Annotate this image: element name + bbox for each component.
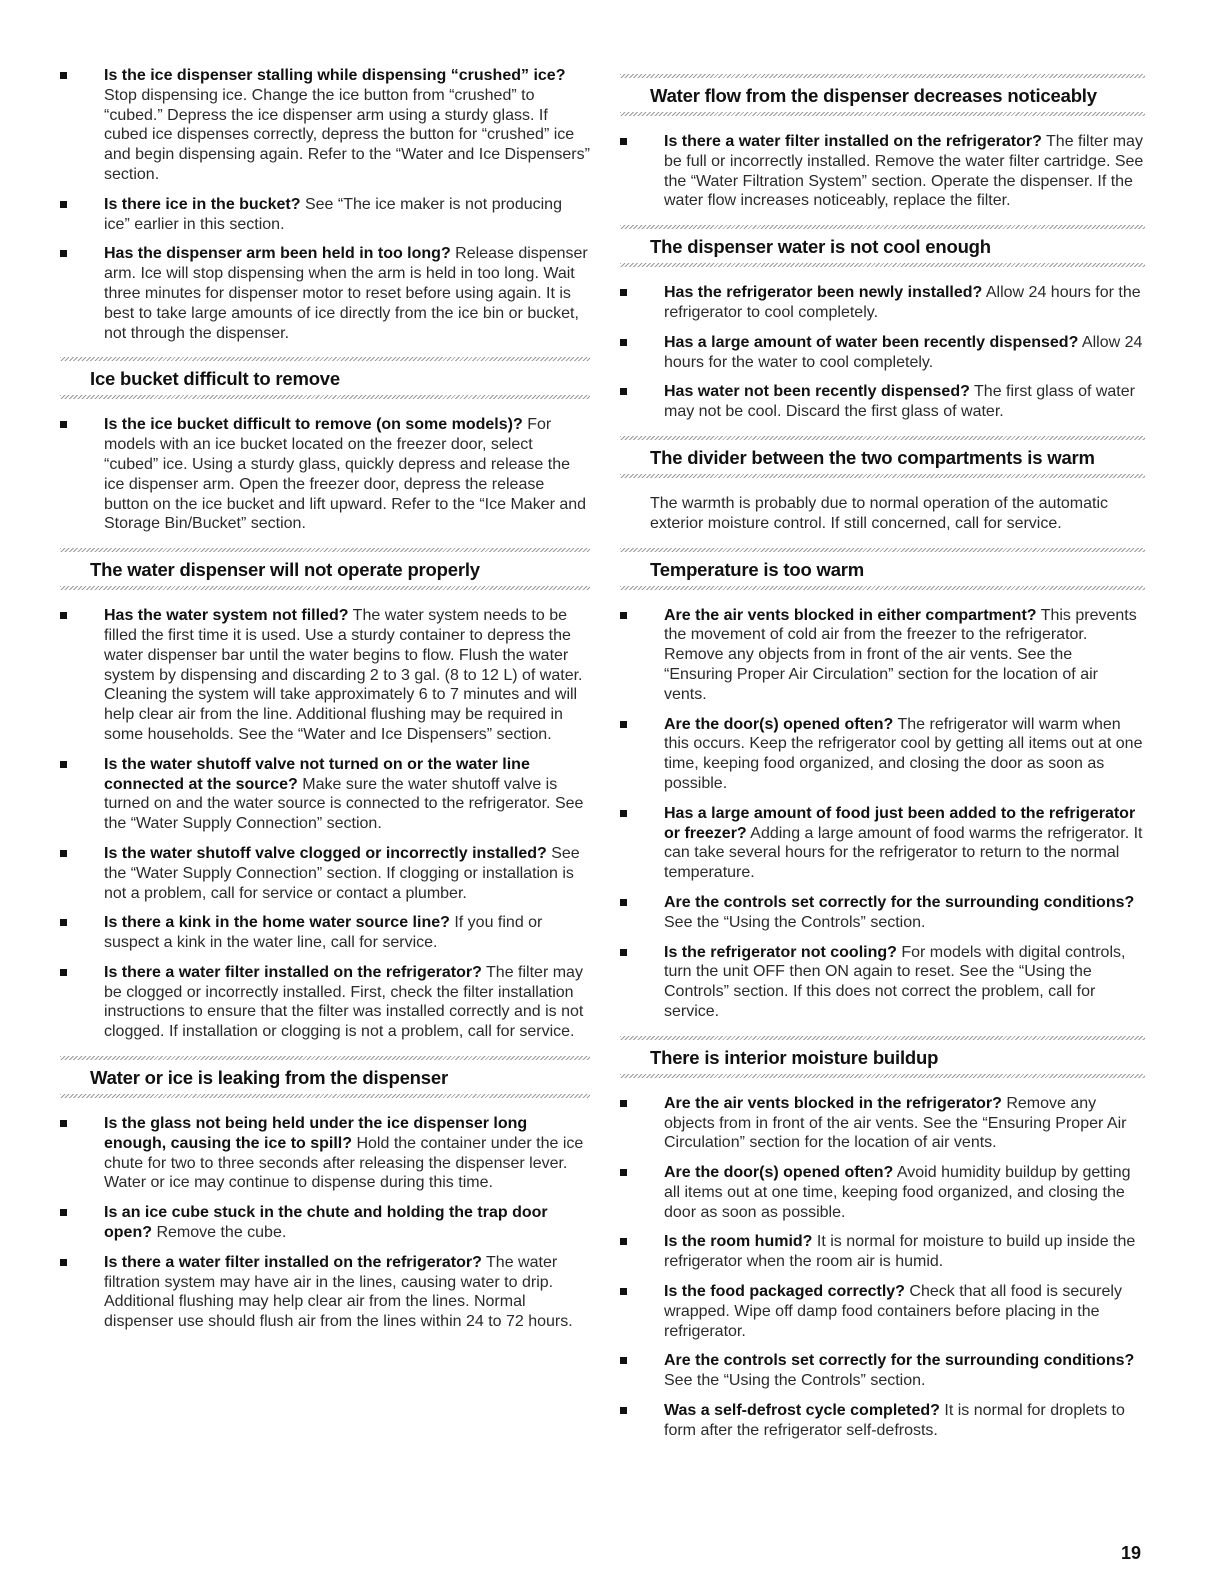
item-answer: Avoid humidity buildup by getting all items out at one time, keeping food organized, and closing the door as soon as possible. (664, 1164, 1131, 1221)
item-question: Is the glass not being held under the ice dispenser long enough, causing the ice to spill? (104, 1115, 528, 1152)
section-not-cool (620, 225, 1145, 422)
hatched-rule (620, 474, 1145, 478)
item-answer: The filter may be clogged or incorrectly installed. First, check the filter installation instructions to ensure that the filter was installed correctly and is not clogged. If installation or clogging is not a problem, call for service. (104, 963, 584, 1041)
item-answer: Check that all food is securely wrapped. Wipe off damp food containers before placing in the refrigerator. (664, 1283, 1122, 1340)
item-list (620, 283, 1145, 422)
hatched-rule (620, 112, 1145, 116)
item-answer: See the “Water Supply Connection” section. If clogging or installation is not a problem, call for service or contact a plumber. (104, 844, 580, 902)
bullet-square-icon (620, 339, 627, 346)
list-item (620, 1163, 1145, 1222)
item-answer: Adding a large amount of food warms the refrigerator. It can take several hours for the refrigerator to return to the normal temperature. (664, 824, 1143, 882)
bullet-square-icon (620, 1238, 627, 1245)
item-list (620, 1094, 1145, 1441)
bullet-square-icon (620, 810, 627, 817)
item-question: Is there a water filter installed on the refrigerator? (104, 963, 482, 981)
bullet-square-icon (60, 969, 67, 976)
list-item (620, 606, 1145, 705)
section-title: Temperature is too warm (650, 558, 865, 580)
list-item (60, 195, 590, 235)
bullet-square-icon (620, 388, 627, 395)
left-column (60, 66, 590, 1342)
item-answer: See the “Using the Controls” section. (664, 1372, 926, 1390)
section-moisture (620, 1036, 1145, 1441)
list-item (60, 963, 590, 1042)
item-list (60, 415, 590, 534)
bullet-square-icon (60, 919, 67, 926)
item-question: Was a self-defrost cycle completed? (664, 1402, 940, 1420)
section-ice-bucket (60, 357, 590, 534)
item-answer: It is normal for moisture to build up inside the refrigerator when the room air is humid. (664, 1233, 1136, 1271)
list-item (620, 804, 1145, 883)
bullet-square-icon (620, 1288, 627, 1295)
section-water-flow (620, 74, 1145, 211)
item-answer: For models with digital controls, turn the unit OFF then ON again to reset. See the “Using the Controls” section. If this does not correct the problem, call for service. (664, 943, 1126, 1020)
list-item (620, 943, 1145, 1022)
item-question: Is the refrigerator not cooling? (664, 943, 897, 961)
item-question: Are the door(s) opened often? (664, 715, 894, 733)
section-leaking (60, 1056, 590, 1332)
bullet-square-icon (60, 1120, 67, 1127)
item-answer: For models with an ice bucket located on the freezer door, select “cubed” ice. Using a sturdy glass, quickly depress and release the ice dispenser arm. Open the freezer door, depress the release button on the ice bucket and lift upward. Refer to the “Ice Maker and Storage Bin/Bucket” section. (104, 416, 587, 533)
hatched-rule (620, 586, 1145, 590)
item-question: Has a large amount of food just been added to the refrigerator or freezer? (664, 804, 1136, 842)
hatched-rule (60, 586, 590, 590)
list-item (620, 1401, 1145, 1441)
list-item (620, 1351, 1145, 1391)
bullet-square-icon (620, 899, 627, 906)
section-title: The dispenser water is not cool enough (650, 236, 991, 258)
list-item (60, 415, 590, 534)
item-answer: The water system needs to be filled the first time it is used. Use a sturdy container to depress the water dispenser bar until the water begins to flow. Flush the water system by dispensing and discarding 2 to 3 gal. (8 to 12 L) of water. Cleaning the system will take approximately 6 to 7 minutes and will help clear air from the line. Additional flushing may be required in some households. See the “Water and Ice Dispensers” section. (104, 607, 583, 743)
item-answer: The filter may be full or incorrectly installed. Remove the water filter cartridge. See the “Water Filtration System” section. Operate the dispenser. If the water flow increases noticeably, replace the filter. (664, 133, 1144, 210)
item-question: Is there a water filter installed on the refrigerator? (104, 1253, 482, 1271)
list-item (620, 283, 1145, 323)
item-answer: The water filtration system may have air in the lines, causing water to drip. Additional flushing may help clear air from the lines. Normal dispenser use should flush air from the lines within 24 to 72 hours. (104, 1253, 573, 1331)
section-divider-warm (620, 436, 1145, 534)
item-question: Are the air vents blocked in the refrigerator? (664, 1094, 1002, 1112)
item-answer: This prevents the movement of cold air from the freezer to the refrigerator. Remove any objects from in front of the air vents. See the “Ensuring Proper Air Circulation” section for the location of air vents. (664, 606, 1137, 703)
bullet-square-icon (60, 72, 67, 79)
item-answer: Make sure the water shutoff valve is turned on and the water source is connected to the refrigerator. See the “Water Supply Connection” section. (104, 775, 584, 833)
list-item (60, 913, 590, 953)
item-answer: Release dispenser arm. Ice will stop dispensing when the arm is held in too long. Wait three minutes for dispenser motor to reset before using again. It is best to take large amounts of ice directly from the ice bin or bucket, not through the dispenser. (104, 245, 588, 342)
item-answer: The refrigerator will warm when this occurs. Keep the refrigerator cool by getting all items out at one time, keeping food organized, and closing the door as soon as possible. (664, 715, 1143, 792)
list-item (60, 844, 590, 903)
item-answer: Stop dispensing ice. Change the ice button from “crushed” to “cubed.” Depress the ice dispenser arm using a sturdy glass. If cubed ice dispenses correctly, depress the button for “crushed” ice and begin dispensing again. Refer to the “Water and Ice Dispensers” section. (104, 86, 590, 183)
right-column (620, 66, 1145, 1451)
item-answer: If you find or suspect a kink in the water line, call for service. (104, 914, 543, 952)
hatched-rule (620, 263, 1145, 267)
item-question: Are the controls set correctly for the surrounding conditions? (664, 1352, 1135, 1370)
bullet-square-icon (620, 949, 627, 956)
bullet-square-icon (620, 1169, 627, 1176)
list-item (620, 1282, 1145, 1341)
list-item (60, 1253, 590, 1332)
item-answer: It is normal for droplets to form after the refrigerator self-defrosts. (664, 1402, 1125, 1439)
section-title: The divider between the two compartments is warm (650, 446, 1095, 468)
item-question: Has the refrigerator been newly installed? (664, 284, 983, 302)
page-number: 19 (1120, 1543, 1141, 1563)
bullet-square-icon (60, 850, 67, 857)
item-answer: Remove any objects from in front of the air vents. See the “Ensuring Proper Air Circulation” section for the location of air vents. (664, 1094, 1127, 1152)
bullet-square-icon (60, 1259, 67, 1266)
item-answer: See “The ice maker is not producing ice” earlier in this section. (104, 195, 562, 233)
section-paragraph: The warmth is probably due to normal operation of the automatic exterior moisture control. If still concerned, call for service. (650, 494, 1109, 532)
bullet-square-icon (620, 1407, 627, 1414)
item-question: Are the door(s) opened often? (664, 1164, 894, 1182)
item-question: Is the food packaged correctly? (664, 1283, 905, 1301)
list-item (60, 755, 590, 834)
bullet-square-icon (620, 1100, 627, 1107)
item-question: Is the ice dispenser stalling while dispensing “crushed” ice? (104, 67, 566, 84)
item-question: Has the water system not filled? (104, 607, 349, 625)
bullet-square-icon (620, 721, 627, 728)
section-temperature (620, 548, 1145, 1022)
bullet-square-icon (60, 612, 67, 619)
list-item (620, 1094, 1145, 1153)
item-question: Is there a water filter installed on the refrigerator? (664, 133, 1042, 150)
list-item (60, 66, 590, 185)
item-answer: Hold the container under the ice chute for two to three seconds after releasing the dispenser lever. Water or ice may continue to dispense during this time. (104, 1134, 584, 1192)
item-question: Is there a kink in the home water source line? (104, 914, 450, 932)
list-item (60, 244, 590, 343)
item-list (60, 1114, 590, 1332)
bullet-square-icon (620, 289, 627, 296)
item-list (60, 66, 590, 343)
bullet-square-icon (60, 1209, 67, 1216)
item-question: Is there ice in the bucket? (104, 195, 301, 213)
section-title: Water flow from the dispenser decreases noticeably (650, 85, 1097, 106)
bullet-square-icon (60, 421, 67, 428)
item-list (60, 606, 590, 1042)
item-question: Has the dispenser arm been held in too long? (104, 245, 451, 263)
item-list (620, 132, 1145, 211)
item-question: Is the room humid? (664, 1233, 813, 1251)
item-answer: The first glass of water may not be cool. Discard the first glass of water. (664, 383, 1135, 421)
item-question: Are the controls set correctly for the surrounding conditions? (664, 893, 1135, 911)
item-question: Are the air vents blocked in either compartment? (664, 606, 1037, 624)
list-item (620, 382, 1145, 422)
list-item (620, 893, 1145, 933)
list-item (620, 132, 1145, 211)
bullet-square-icon (60, 761, 67, 768)
section-title: Ice bucket difficult to remove (90, 368, 340, 390)
bullet-square-icon (620, 138, 627, 145)
section-title: Water or ice is leaking from the dispenser (90, 1067, 448, 1089)
section-title: There is interior moisture buildup (650, 1046, 939, 1068)
item-question: Is an ice cube stuck in the chute and holding the trap door open? (104, 1204, 548, 1242)
bullet-square-icon (60, 201, 67, 208)
item-answer: Allow 24 hours for the refrigerator to cool completely. (664, 284, 1141, 321)
list-item (620, 1232, 1145, 1272)
bullet-square-icon (620, 1357, 627, 1364)
bullet-square-icon (60, 250, 67, 257)
list-item (620, 715, 1145, 794)
list-item (60, 606, 590, 745)
item-list (620, 606, 1145, 1022)
list-item (60, 1203, 590, 1243)
item-answer: Remove the cube. (152, 1224, 287, 1242)
item-question: Is the ice bucket difficult to remove (on some models)? (104, 416, 523, 434)
section-title: The water dispenser will not operate properly (90, 559, 480, 581)
hatched-rule (60, 395, 590, 399)
item-question: Has water not been recently dispensed? (664, 383, 970, 401)
item-question: Is the water shutoff valve clogged or incorrectly installed? (104, 844, 547, 862)
item-question: Is the water shutoff valve not turned on or the water line connected at the source? (104, 755, 530, 793)
item-answer: See the “Using the Controls” section. (664, 913, 926, 931)
hatched-rule (60, 1094, 590, 1098)
bullet-square-icon (620, 612, 627, 619)
item-answer: Allow 24 hours for the water to cool completely. (664, 333, 1143, 371)
item-question: Has a large amount of water been recently dispensed? (664, 333, 1079, 351)
list-item (60, 1114, 590, 1193)
section-water-dispenser (60, 548, 590, 1042)
list-item (620, 333, 1145, 373)
hatched-rule (620, 1074, 1145, 1078)
